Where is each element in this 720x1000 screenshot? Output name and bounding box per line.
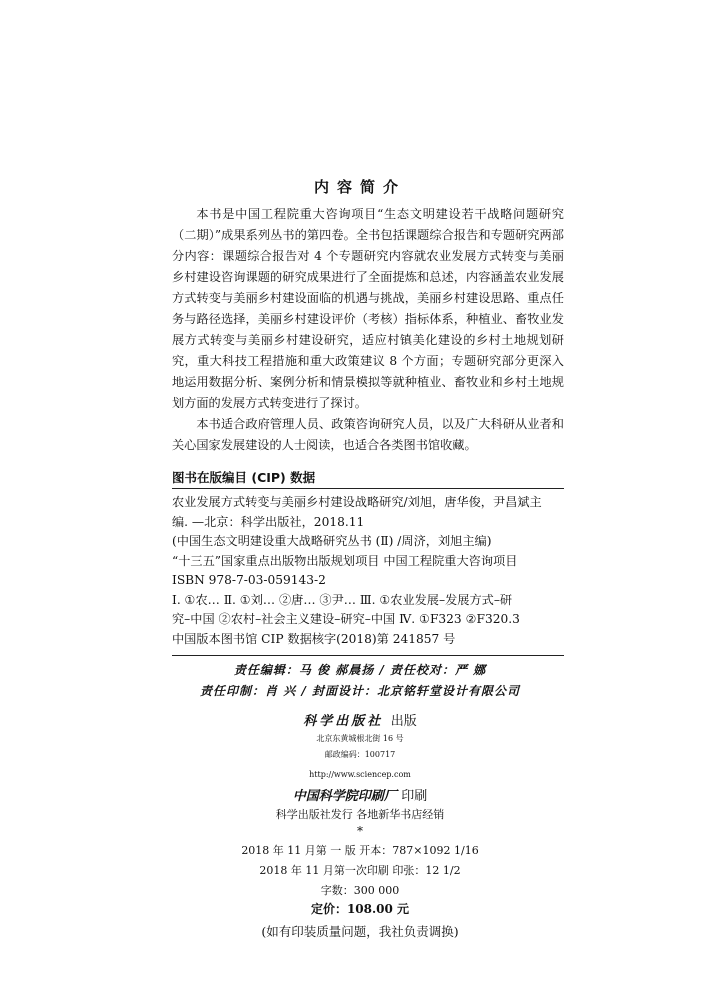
printer-line [0,785,720,804]
price: 定价：108.00 元 [310,902,410,916]
publisher-name: 科学出版社 [303,714,384,729]
distribution-line: 科学出版社发行 各地新华书店经销 [275,808,445,821]
summary-paragraph-1: 本书是中国工程院重大咨询项目“生态文明建设若干战略问题研究（二期）”成果系列丛书的第四卷。全书包括课题综合报告和专题研究两部分内容：课题综合报告对 4 个专题研究内容就农业发展方式转变与美丽乡村建设咨询课题的研究成果进行了全面提炼和总述，内容涵盖农业发展方式转变与美丽乡村建设面临的机遇与挑战，美丽乡村建设思路、重点任务与路径选择，美丽乡村建设评价（考核）指标体系，种植业、畜牧业发展方式转变与美丽乡村建设研究，适应村镇美化建设的乡村土地规划研究，重大科技工程措施和重大政策建议 8 个方面；专题研究部分更深入地运用数据分析、案例分析和情景模拟等就种植业、畜牧业和乡村土地规划方面的发展方式转变进行了探讨。 [172,207,564,410]
cip-line-8: 中国版本图书馆 CIP 数据核字(2018)第 241857 号 [172,631,456,646]
editor-credits: 责任编辑：马 俊 郝晨扬 / 责任校对：严 娜 [233,663,487,677]
cip-block [172,493,564,649]
printer-suffix: 印刷 [401,789,428,804]
cip-line-5: ISBN 978-7-03-059143-2 [172,573,326,587]
cip-top-rule [172,488,564,489]
postal-code: 邮政编码：100717 [324,750,396,759]
word-count: 字数：300 000 [320,884,400,897]
publisher-line [0,710,720,729]
summary-paragraph-2: 本书适合政府管理人员、政策咨询研究人员，以及广大科研从业者和关心国家发展建设的人士阅读，也适合各类图书馆收藏。 [172,417,564,452]
publisher-suffix: 出版 [390,714,417,729]
cip-line-6: Ⅰ. ①农… Ⅱ. ①刘… ②唐… ③尹… Ⅲ. ①农业发展–发展方式–研 [172,592,513,607]
publisher-website: http://www.sciencep.com [309,770,411,779]
publisher-address: 北京东黄城根北街 16 号 [316,734,404,743]
production-credits: 责任印制：肖 兴 / 封面设计：北京铭轩堂设计有限公司 [200,684,520,698]
cip-bottom-rule [172,655,564,656]
cip-title: 图书在版编目 (CIP) 数据 [172,470,316,485]
edition-line: 2018 年 11 月第 一 版 开本：787×1092 1/16 [241,844,479,857]
separator-star: * [357,824,363,838]
summary-title: 内容简介 [313,178,406,196]
printer-name: 中国科学院印刷厂 [292,789,397,804]
cip-line-7: 究–中国 ②农村–社会主义建设–研究–中国 Ⅳ. ①F323 ②F320.3 [172,612,520,626]
cip-line-1: 农业发展方式转变与美丽乡村建设战略研究/刘旭，唐华俊，尹昌斌主 [172,495,542,509]
printing-line: 2018 年 11 月第一次印刷 印张：12 1/2 [259,864,461,877]
cip-line-2: 编. —北京：科学出版社，2018.11 [172,514,365,529]
quality-note: (如有印装质量问题，我社负责调换) [261,924,459,939]
cip-line-4: “十三五”国家重点出版物出版规划项目 中国工程院重大咨询项目 [172,553,518,568]
summary-body [172,204,564,456]
cip-line-3: (中国生态文明建设重大战略研究丛书 (Ⅱ) /周济，刘旭主编) [172,534,492,548]
